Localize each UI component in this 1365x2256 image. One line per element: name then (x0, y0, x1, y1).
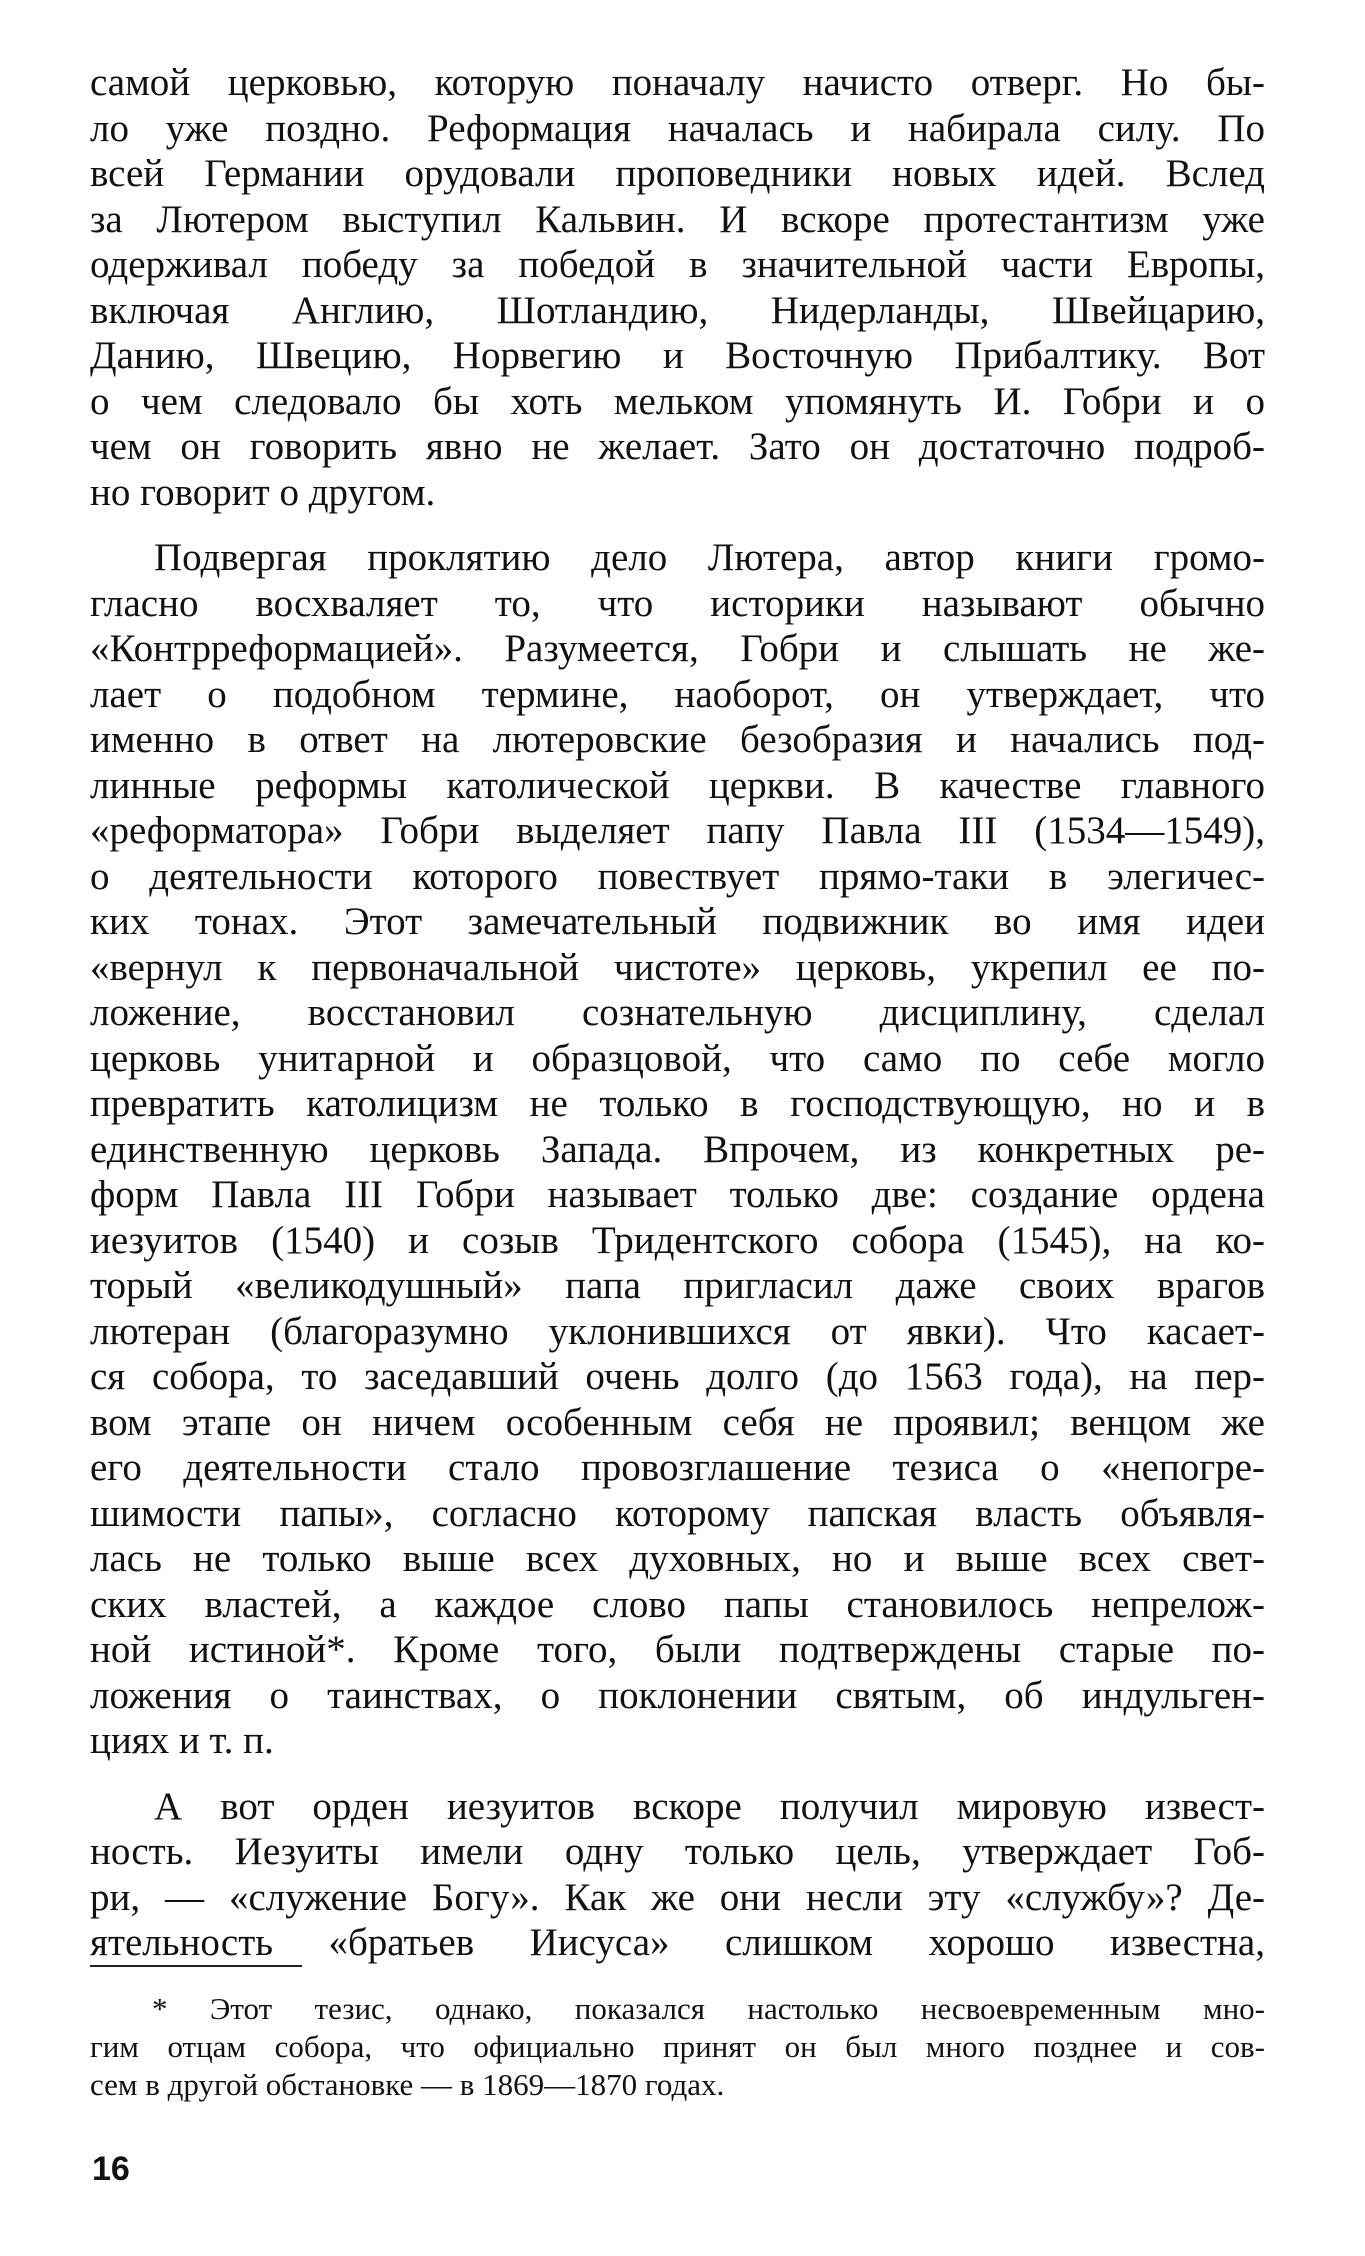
text-line: ложения о таинствах, о поклонении святым, об индульген- (90, 1673, 1265, 1717)
text-line: ность. Иезуиты имели одну только цель, утверждает Гоб- (90, 1830, 1265, 1873)
text-line: циях и т. п. (90, 1719, 274, 1762)
text-line: включая Англию, Шотландию, Нидерланды, Швейцарию, (90, 288, 1265, 332)
text-line: Подвергая проклятию дело Лютера, автор книги громо- (154, 536, 1265, 579)
paragraph-2 (90, 535, 1265, 1764)
footnote (90, 1990, 1265, 2104)
text-line: лает о подобном термине, наоборот, он утверждает, что (90, 672, 1265, 716)
text-line: церковь унитарной и образцовой, что само по себе могло (90, 1036, 1265, 1080)
text-line: ло уже поздно. Реформация началась и набирала силу. По (90, 106, 1265, 150)
text-line: шимости папы», согласно которому папская власть объявля- (90, 1491, 1265, 1535)
text-line: ятельность «братьев Иисуса» слишком хорошо известна, (90, 1921, 1265, 1964)
text-line: самой церковью, которую поначалу начисто отверг. Но бы- (90, 61, 1265, 104)
footnote-line: гим отцам собора, что официально принят он был много позднее и сов- (90, 2029, 1265, 2064)
text-line: линные реформы католической церкви. В качестве главного (90, 763, 1265, 807)
text-line: торый «великодушный» папа пригласил даже своих врагов (90, 1264, 1265, 1307)
text-line: ной истиной*. Кроме того, были подтверждены старые по- (90, 1628, 1265, 1671)
text-line: иезуитов (1540) и созыв Тридентского собора (1545), на ко- (90, 1218, 1265, 1262)
text-line: лась не только выше всех духовных, но и выше всех свет- (90, 1537, 1265, 1580)
footnote-line: * Этот тезис, однако, показался настолько несвоевременным мно- (152, 1991, 1265, 2026)
text-line: его деятельности стало провозглашение тезиса о «непогре- (90, 1446, 1265, 1489)
text-line: но говорит о другом. (90, 470, 436, 514)
text-line: чем он говорить явно не желает. Зато он достаточно подроб- (90, 425, 1265, 468)
text-line: «реформатора» Гобри выделяет папу Павла III (1534—1549), (90, 809, 1265, 852)
text-line: гласно восхваляет то, что историки называют обычно (90, 581, 1265, 625)
text-line: форм Павла III Гобри называет только две: создание ордена (90, 1173, 1265, 1216)
footnote-line: сем в другой обстановке — в 1869—1870 годах. (90, 2067, 725, 2102)
text-line: «Контрреформацией». Разумеется, Гобри и слышать не же- (90, 627, 1265, 670)
text-line: «вернул к первоначальной чистоте» церковь, укрепил ее по- (90, 945, 1265, 989)
page-body (90, 60, 1265, 1966)
text-line: вом этапе он ничем особенным себя не проявил; венцом же (90, 1400, 1265, 1444)
text-line: о чем следовало бы хоть мельком упомянуть И. Гобри и о (90, 379, 1265, 423)
text-line: всей Германии орудовали проповедники новых идей. Вслед (90, 152, 1265, 195)
text-line: за Лютером выступил Кальвин. И вскоре протестантизм уже (90, 197, 1265, 241)
text-line: о деятельности которого повествует прямо-таки в элегичес- (90, 854, 1265, 898)
text-line: ложение, восстановил сознательную дисциплину, сделал (90, 991, 1265, 1034)
footnote-divider (90, 1965, 302, 1967)
text-line: одерживал победу за победой в значительной части Европы, (90, 243, 1265, 286)
text-line: ких тонах. Этот замечательный подвижник во имя идеи (90, 900, 1265, 943)
text-line: именно в ответ на лютеровские безобразия и начались под- (90, 718, 1265, 761)
text-line: ри, — «служение Богу». Как же они несли эту «службу»? Де- (90, 1875, 1265, 1919)
text-line: Данию, Швецию, Норвегию и Восточную Прибалтику. Вот (90, 334, 1265, 377)
paragraph-3 (90, 1784, 1265, 1966)
page-number: 16 (92, 2150, 130, 2188)
paragraph-1 (90, 60, 1265, 515)
text-line: единственную церковь Запада. Впрочем, из конкретных ре- (90, 1127, 1265, 1171)
text-line: лютеран (благоразумно уклонившихся от явки). Что касает- (90, 1309, 1265, 1353)
text-line: ских властей, а каждое слово папы становилось непрелож- (90, 1582, 1265, 1626)
text-line: ся собора, то заседавший очень долго (до 1563 года), на пер- (90, 1355, 1265, 1398)
text-line: А вот орден иезуитов вскоре получил мировую извест- (154, 1784, 1265, 1828)
text-line: превратить католицизм не только в господствующую, но и в (90, 1082, 1265, 1125)
